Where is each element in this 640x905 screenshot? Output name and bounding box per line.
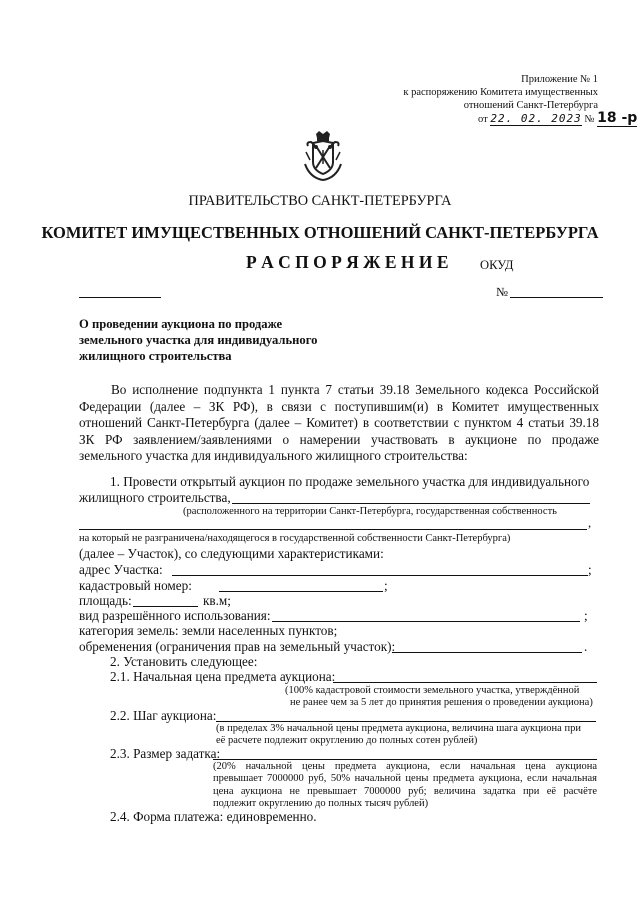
item2-title: 2. Установить следующее: — [110, 654, 258, 669]
area-field-line — [133, 606, 198, 607]
auction-step-label: 2.2. Шаг аукциона: — [110, 708, 217, 723]
land-category: категория земель: земли населенных пунктов; — [79, 623, 338, 638]
initial-price-note-2: не ранее чем за 5 лет до принятия решения о проведении аукциона) — [290, 697, 593, 708]
encumbrance-field-line — [392, 652, 582, 653]
preamble-line: Во исполнение подпункта 1 пункта 7 статьи 39.18 Земельного кодекса Российской — [111, 382, 599, 397]
subject-block — [79, 316, 317, 364]
appendix-date-row — [478, 110, 637, 126]
date-value: 22. 02. 2023 — [490, 112, 582, 125]
number-value: 18 -р — [597, 110, 638, 126]
address-label: адрес Участка: — [79, 562, 163, 577]
address-field-line — [172, 575, 588, 576]
deposit-note — [213, 761, 597, 810]
number-prefix: № — [584, 114, 595, 125]
document-type-title: Р А С П О Р Я Ж Е Н И Е — [246, 252, 449, 272]
deposit-field-line — [213, 759, 597, 760]
appendix-reference: к распоряжению Комитета имущественных — [403, 87, 598, 98]
auction-step-note-1: (в пределах 3% начальной цены предмета аукциона, величина шага аукциона при — [216, 723, 581, 734]
cadastral-field-line — [219, 591, 383, 592]
coat-of-arms-emblem — [302, 130, 344, 182]
location-blank-line — [232, 503, 590, 504]
committee-header: КОМИТЕТ ИМУЩЕСТВЕННЫХ ОТНОШЕНИЙ САНКТ-ПЕТЕРБУРГА — [41, 223, 599, 242]
auction-step-field-line — [216, 721, 596, 722]
deposit-note-line: цена аукциона не превышает 7000000 руб; величина задатка при её расчёте — [213, 785, 597, 797]
subject-line-2: земельного участка для индивидуального — [79, 333, 318, 347]
subject-line-3: жилищного строительства — [79, 349, 232, 363]
number-blank-line — [510, 297, 603, 298]
use-type-label: вид разрешённого использования: — [79, 608, 271, 623]
government-header: ПРАВИТЕЛЬСТВО САНКТ-ПЕТЕРБУРГА — [188, 193, 452, 209]
semicolon-mark: ; — [588, 562, 592, 577]
location-blank-line-2 — [79, 529, 587, 530]
cadastral-label: кадастровый номер: — [79, 578, 192, 593]
encumbrance-label: обременения (ограничения прав на земельный участок): — [79, 639, 396, 654]
deposit-note-line: подлежит округлению до полных тысяч рублей) — [213, 797, 429, 809]
preamble-line: Федерации (далее – ЗК РФ), в связи с поступившим(и) в Комитет имущественных — [79, 398, 599, 414]
preamble-line: ЗК РФ заявлением/заявлениями о намерении участвовать в аукционе по продаже — [79, 431, 599, 447]
appendix-title: Приложение № 1 — [521, 74, 598, 85]
subject-line-1: О проведении аукциона по продаже — [79, 317, 283, 331]
appendix-committee: отношений Санкт-Петербурга — [463, 100, 598, 111]
period-mark: . — [584, 639, 588, 654]
item1-line1: 1. Провести открытый аукцион по продаже земельного участка для индивидуального — [110, 474, 590, 489]
semicolon-mark: ; — [584, 608, 588, 623]
preamble-line: отношений Санкт-Петербурга (далее – Комитет) в соответствии с пунктом 4 статьи 39.18 — [79, 415, 599, 431]
preamble — [79, 382, 599, 465]
preamble-line: земельного участка для индивидуального жилищного строительства: — [79, 448, 468, 464]
initial-price-field-line — [333, 682, 597, 683]
date-prefix: от — [478, 114, 488, 125]
deposit-note-line: (20% начальной цены предмета аукциона, если начальная цена аукциона — [213, 761, 597, 772]
initial-price-label: 2.1. Начальная цена предмета аукциона: — [110, 669, 336, 684]
deposit-note-line: превышает 7000000 руб, 50% начальной цены предмета аукциона, если начальная — [213, 773, 597, 785]
item1-line3: (далее – Участок), со следующими характеристиками: — [79, 546, 384, 561]
item1-line2: жилищного строительства, — [79, 490, 231, 505]
area-label: площадь: — [79, 593, 132, 608]
okud-label: ОКУД — [480, 258, 514, 272]
number-label: № — [496, 285, 509, 299]
use-type-field-line — [272, 621, 580, 622]
deposit-label: 2.3. Размер задатка: — [110, 746, 221, 761]
date-blank-line — [79, 297, 161, 298]
auction-step-note-2: её расчете подлежит округлению до полных сотен рублей) — [216, 735, 478, 746]
comma-mark: , — [588, 516, 592, 530]
area-unit: кв.м; — [203, 593, 231, 608]
location-note-2: на который не разграничена/находящегося в государственной собственности Санкт-Петербурга) — [79, 533, 511, 544]
appendix-block — [403, 73, 598, 112]
location-note-1: (расположенного на территории Санкт-Петербурга, государственная собственность — [183, 506, 557, 517]
initial-price-note-1: (100% кадастровой стоимости земельного участка, утверждённой — [285, 685, 580, 696]
semicolon-mark: ; — [384, 578, 388, 593]
payment-form: 2.4. Форма платежа: единовременно. — [110, 809, 317, 824]
